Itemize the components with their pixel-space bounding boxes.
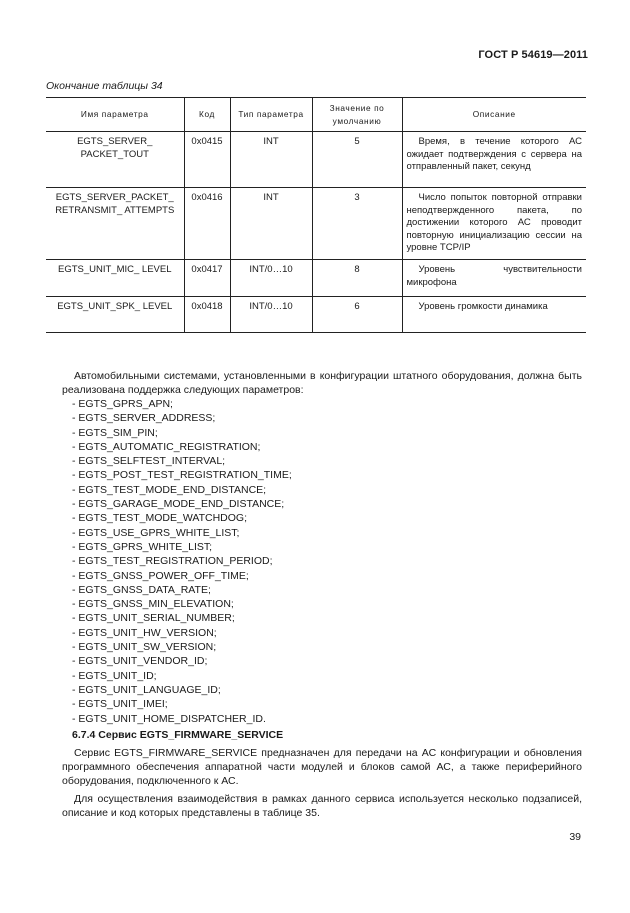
cell-code: 0x0417 — [184, 259, 230, 296]
cell-name: EGTS_SERVER_ PACKET_TOUT — [46, 132, 184, 188]
cell-description: Время, в течение которого АС ожидает подтверждения с сервера на отправленный пакет, секунд — [402, 132, 586, 188]
cell-code: 0x0418 — [184, 296, 230, 332]
list-item: - EGTS_GPRS_WHITE_LIST; — [72, 540, 213, 553]
list-item: - EGTS_SERVER_ADDRESS; — [72, 412, 216, 425]
table-header-row — [46, 98, 586, 132]
parameters-table — [46, 97, 586, 333]
list-item: - EGTS_USE_GPRS_WHITE_LIST; — [72, 526, 240, 539]
table-row — [46, 188, 586, 260]
parameter-list — [72, 397, 292, 726]
list-item: - EGTS_POST_TEST_REGISTRATION_TIME; — [72, 469, 292, 482]
column-header-default: Значение по умолчанию — [312, 98, 402, 132]
cell-name: EGTS_UNIT_MIC_ LEVEL — [46, 259, 184, 296]
list-item: - EGTS_GPRS_APN; — [72, 398, 173, 410]
list-item: - EGTS_UNIT_HOME_DISPATCHER_ID. — [72, 712, 266, 725]
list-item: - EGTS_UNIT_VENDOR_ID; — [72, 655, 208, 668]
list-item: - EGTS_SELFTEST_INTERVAL; — [72, 455, 226, 468]
cell-type: INT/0…10 — [230, 296, 312, 332]
cell-description: Число попыток повторной отправки неподтвержденного пакета, по достижении которого АС проводит повторную инициализацию сессии на уровне TCP/IP — [402, 188, 586, 260]
cell-code: 0x0415 — [184, 132, 230, 188]
cell-default: 8 — [312, 259, 402, 296]
paragraph-text: Сервис EGTS_FIRMWARE_SERVICE предназначен для передачи на АС конфигурации и обновления программного обеспечения аппаратной части модулей и блоков самой АС, а также периферийного оборудования, подключенного к АС. — [62, 747, 582, 788]
cell-type: INT — [230, 132, 312, 188]
list-item: - EGTS_UNIT_SERIAL_NUMBER; — [72, 612, 235, 625]
list-item: - EGTS_TEST_MODE_WATCHDOG; — [72, 512, 248, 525]
column-header-name: Имя параметра — [46, 98, 184, 132]
list-item: - EGTS_AUTOMATIC_REGISTRATION; — [72, 440, 261, 453]
cell-default: 6 — [312, 296, 402, 332]
list-item: - EGTS_UNIT_ID; — [72, 669, 157, 682]
page-number: 39 — [569, 831, 581, 843]
column-header-code: Код — [184, 98, 230, 132]
table-caption: Окончание таблицы 34 — [46, 80, 163, 92]
table-row — [46, 259, 586, 296]
cell-description: Уровень чувствительности микрофона — [402, 259, 586, 296]
paragraph-text: Для осуществления взаимодействия в рамках данного сервиса используется несколько подзаписей, описание и код которых представлены в таблице 35. — [62, 793, 582, 820]
list-item: - EGTS_TEST_REGISTRATION_PERIOD; — [72, 555, 273, 568]
intro-paragraph — [62, 369, 582, 397]
list-item: - EGTS_UNIT_LANGUAGE_ID; — [72, 683, 221, 696]
list-item: - EGTS_GNSS_DATA_RATE; — [72, 583, 211, 596]
section-paragraph-2 — [62, 792, 582, 820]
cell-code: 0x0416 — [184, 188, 230, 260]
list-item: - EGTS_UNIT_IMEI; — [72, 698, 168, 711]
list-item: - EGTS_GNSS_POWER_OFF_TIME; — [72, 569, 249, 582]
list-item: - EGTS_SIM_PIN; — [72, 426, 158, 439]
list-item: - EGTS_GARAGE_MODE_END_DISTANCE; — [72, 498, 285, 511]
list-item: - EGTS_TEST_MODE_END_DISTANCE; — [72, 483, 267, 496]
column-header-description: Описание — [402, 98, 586, 132]
list-item: - EGTS_GNSS_MIN_ELEVATION; — [72, 598, 234, 611]
column-header-type: Тип параметра — [230, 98, 312, 132]
cell-description: Уровень громкости динамика — [402, 296, 586, 332]
document-standard-header: ГОСТ Р 54619—2011 — [478, 49, 588, 61]
table-row — [46, 296, 586, 332]
section-heading: 6.7.4 Сервис EGTS_FIRMWARE_SERVICE — [72, 729, 284, 741]
intro-text: Автомобильными системами, установленными в конфигурации штатного оборудования, должна быть реализована поддержка следующих параметров: — [62, 370, 582, 397]
cell-type: INT/0…10 — [230, 259, 312, 296]
section-paragraph-1 — [62, 746, 582, 789]
cell-name: EGTS_UNIT_SPK_ LEVEL — [46, 296, 184, 332]
table-row — [46, 132, 586, 188]
cell-name: EGTS_SERVER_PACKET_ RETRANSMIT_ ATTEMPTS — [46, 188, 184, 260]
list-item: - EGTS_UNIT_SW_VERSION; — [72, 641, 217, 654]
cell-type: INT — [230, 188, 312, 260]
cell-default: 3 — [312, 188, 402, 260]
cell-default: 5 — [312, 132, 402, 188]
list-item: - EGTS_UNIT_HW_VERSION; — [72, 626, 217, 639]
